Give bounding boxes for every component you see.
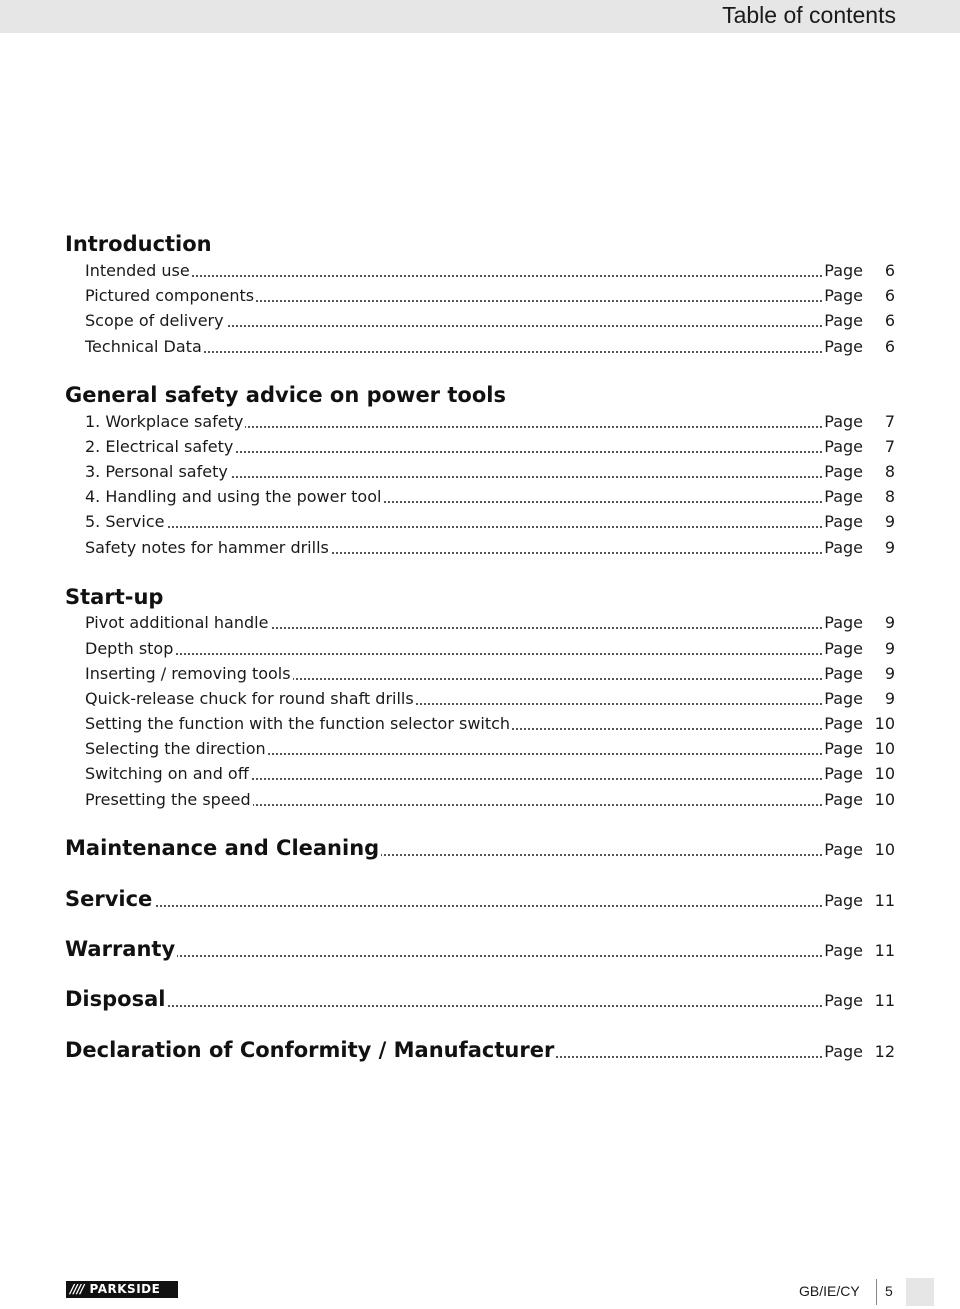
- page-number: 10: [874, 840, 895, 859]
- toc-entry-label: Inserting / removing tools: [85, 662, 293, 686]
- page-number: 9: [884, 538, 895, 557]
- dot-leader: [85, 653, 822, 655]
- page-number: 12: [874, 1042, 895, 1061]
- page-number: 11: [874, 891, 895, 910]
- toc-entry-label: Setting the function with the function selector switch: [85, 712, 512, 736]
- toc-entry[interactable]: [85, 410, 895, 434]
- page-number: 9: [884, 613, 895, 632]
- toc-main-entry[interactable]: [65, 833, 895, 863]
- page-word: Page: [824, 840, 863, 859]
- page-number: 6: [884, 261, 895, 280]
- page-number: 6: [884, 337, 895, 356]
- toc-main-entry-label: Disposal: [65, 984, 167, 1014]
- dot-leader: [85, 275, 822, 277]
- page-word: Page: [824, 764, 863, 783]
- toc-entry-label: Scope of delivery: [85, 309, 226, 333]
- section-heading-general-safety: General safety advice on power tools: [65, 383, 506, 407]
- page-word: Page: [824, 437, 863, 456]
- page-word: Page: [824, 714, 863, 733]
- page-word: Page: [824, 538, 863, 557]
- page-word: Page: [824, 739, 863, 758]
- page-word: Page: [824, 512, 863, 531]
- page-number-footer: 5: [885, 1283, 893, 1299]
- toc-entry[interactable]: [85, 788, 895, 812]
- page-number: 11: [874, 941, 895, 960]
- toc-main-entry-label: Warranty: [65, 934, 177, 964]
- toc-main-entry[interactable]: [65, 934, 895, 964]
- logo-slashes: ////: [70, 1282, 84, 1296]
- toc-entry-label: Selecting the direction: [85, 737, 268, 761]
- page-number: 10: [874, 790, 895, 809]
- toc-main-entry-label: Declaration of Conformity / Manufacturer: [65, 1035, 556, 1065]
- toc-entry[interactable]: [85, 335, 895, 359]
- page-word: Page: [824, 462, 863, 481]
- toc-main-entry-label: Service: [65, 884, 154, 914]
- page-word: Page: [824, 613, 863, 632]
- toc-entry[interactable]: [85, 510, 895, 534]
- toc-entry[interactable]: [85, 284, 895, 308]
- section-heading-start-up: Start-up: [65, 585, 164, 609]
- page-word: Page: [824, 286, 863, 305]
- toc-entry[interactable]: [85, 309, 895, 333]
- page-number: 9: [884, 664, 895, 683]
- page-word: Page: [824, 261, 863, 280]
- toc-entry-label: Depth stop: [85, 637, 175, 661]
- page-number: 9: [884, 639, 895, 658]
- toc-entry-label: 5. Service: [85, 510, 166, 534]
- dot-leader: [85, 526, 822, 528]
- toc-entry-label: Intended use: [85, 259, 192, 283]
- country-codes: GB/IE/CY: [799, 1283, 860, 1299]
- page-number: 10: [874, 739, 895, 758]
- dot-leader: [65, 1005, 822, 1007]
- page-word: Page: [824, 487, 863, 506]
- toc-main-entry-label: Maintenance and Cleaning: [65, 833, 381, 863]
- section-heading-introduction: Introduction: [65, 232, 212, 256]
- page-word: Page: [824, 412, 863, 431]
- page-word: Page: [824, 941, 863, 960]
- toc-main-entry[interactable]: [65, 984, 895, 1014]
- toc-entry[interactable]: [85, 536, 895, 560]
- page-word: Page: [824, 337, 863, 356]
- page-number: 10: [874, 764, 895, 783]
- dot-leader: [65, 955, 822, 957]
- toc-entry[interactable]: [85, 762, 895, 786]
- page-number: 9: [884, 689, 895, 708]
- page-number: 8: [884, 487, 895, 506]
- page-word: Page: [824, 1042, 863, 1061]
- page-number: 7: [884, 437, 895, 456]
- page-word: Page: [824, 311, 863, 330]
- toc-entry-label: Presetting the speed: [85, 788, 253, 812]
- toc-entry-label: Pictured components: [85, 284, 256, 308]
- toc-entry-label: Switching on and off: [85, 762, 251, 786]
- toc-entry-label: Pivot additional handle: [85, 611, 270, 635]
- page-word: Page: [824, 790, 863, 809]
- toc-main-entry[interactable]: [65, 884, 895, 914]
- page-number: 8: [884, 462, 895, 481]
- toc-entry[interactable]: [85, 662, 895, 686]
- toc-entry[interactable]: [85, 712, 895, 736]
- toc-entry-label: 3. Personal safety: [85, 460, 230, 484]
- parkside-logo: [66, 1281, 178, 1298]
- dot-leader: [65, 905, 822, 907]
- footer-tab-marker: [906, 1278, 934, 1306]
- toc-entry-label: Quick-release chuck for round shaft drills: [85, 687, 416, 711]
- page-number: 9: [884, 512, 895, 531]
- page-word: Page: [824, 991, 863, 1010]
- toc-entry[interactable]: [85, 737, 895, 761]
- toc-entry-label: Technical Data: [85, 335, 204, 359]
- toc-entry-label: 4. Handling and using the power tool: [85, 485, 383, 509]
- page-number: 6: [884, 311, 895, 330]
- page-word: Page: [824, 639, 863, 658]
- toc-entry-label: Safety notes for hammer drills: [85, 536, 331, 560]
- toc-entry-label: 1. Workplace safety: [85, 410, 245, 434]
- toc-entry[interactable]: [85, 611, 895, 635]
- page-title: Table of contents: [722, 2, 896, 28]
- toc-entry[interactable]: [85, 687, 895, 711]
- footer-divider: [876, 1279, 877, 1305]
- logo-brand: PARKSIDE: [89, 1282, 161, 1296]
- page-number: 11: [874, 991, 895, 1010]
- toc-main-entry[interactable]: [65, 1035, 895, 1065]
- page-word: Page: [824, 689, 863, 708]
- toc-entry[interactable]: [85, 637, 895, 661]
- toc-entry[interactable]: [85, 460, 895, 484]
- page-number: 7: [884, 412, 895, 431]
- page-number: 10: [874, 714, 895, 733]
- page-number: 6: [884, 286, 895, 305]
- toc-entry[interactable]: [85, 259, 895, 283]
- page-word: Page: [824, 664, 863, 683]
- page-word: Page: [824, 891, 863, 910]
- toc-entry-label: 2. Electrical safety: [85, 435, 235, 459]
- toc-entry[interactable]: [85, 435, 895, 459]
- toc-entry[interactable]: [85, 485, 895, 509]
